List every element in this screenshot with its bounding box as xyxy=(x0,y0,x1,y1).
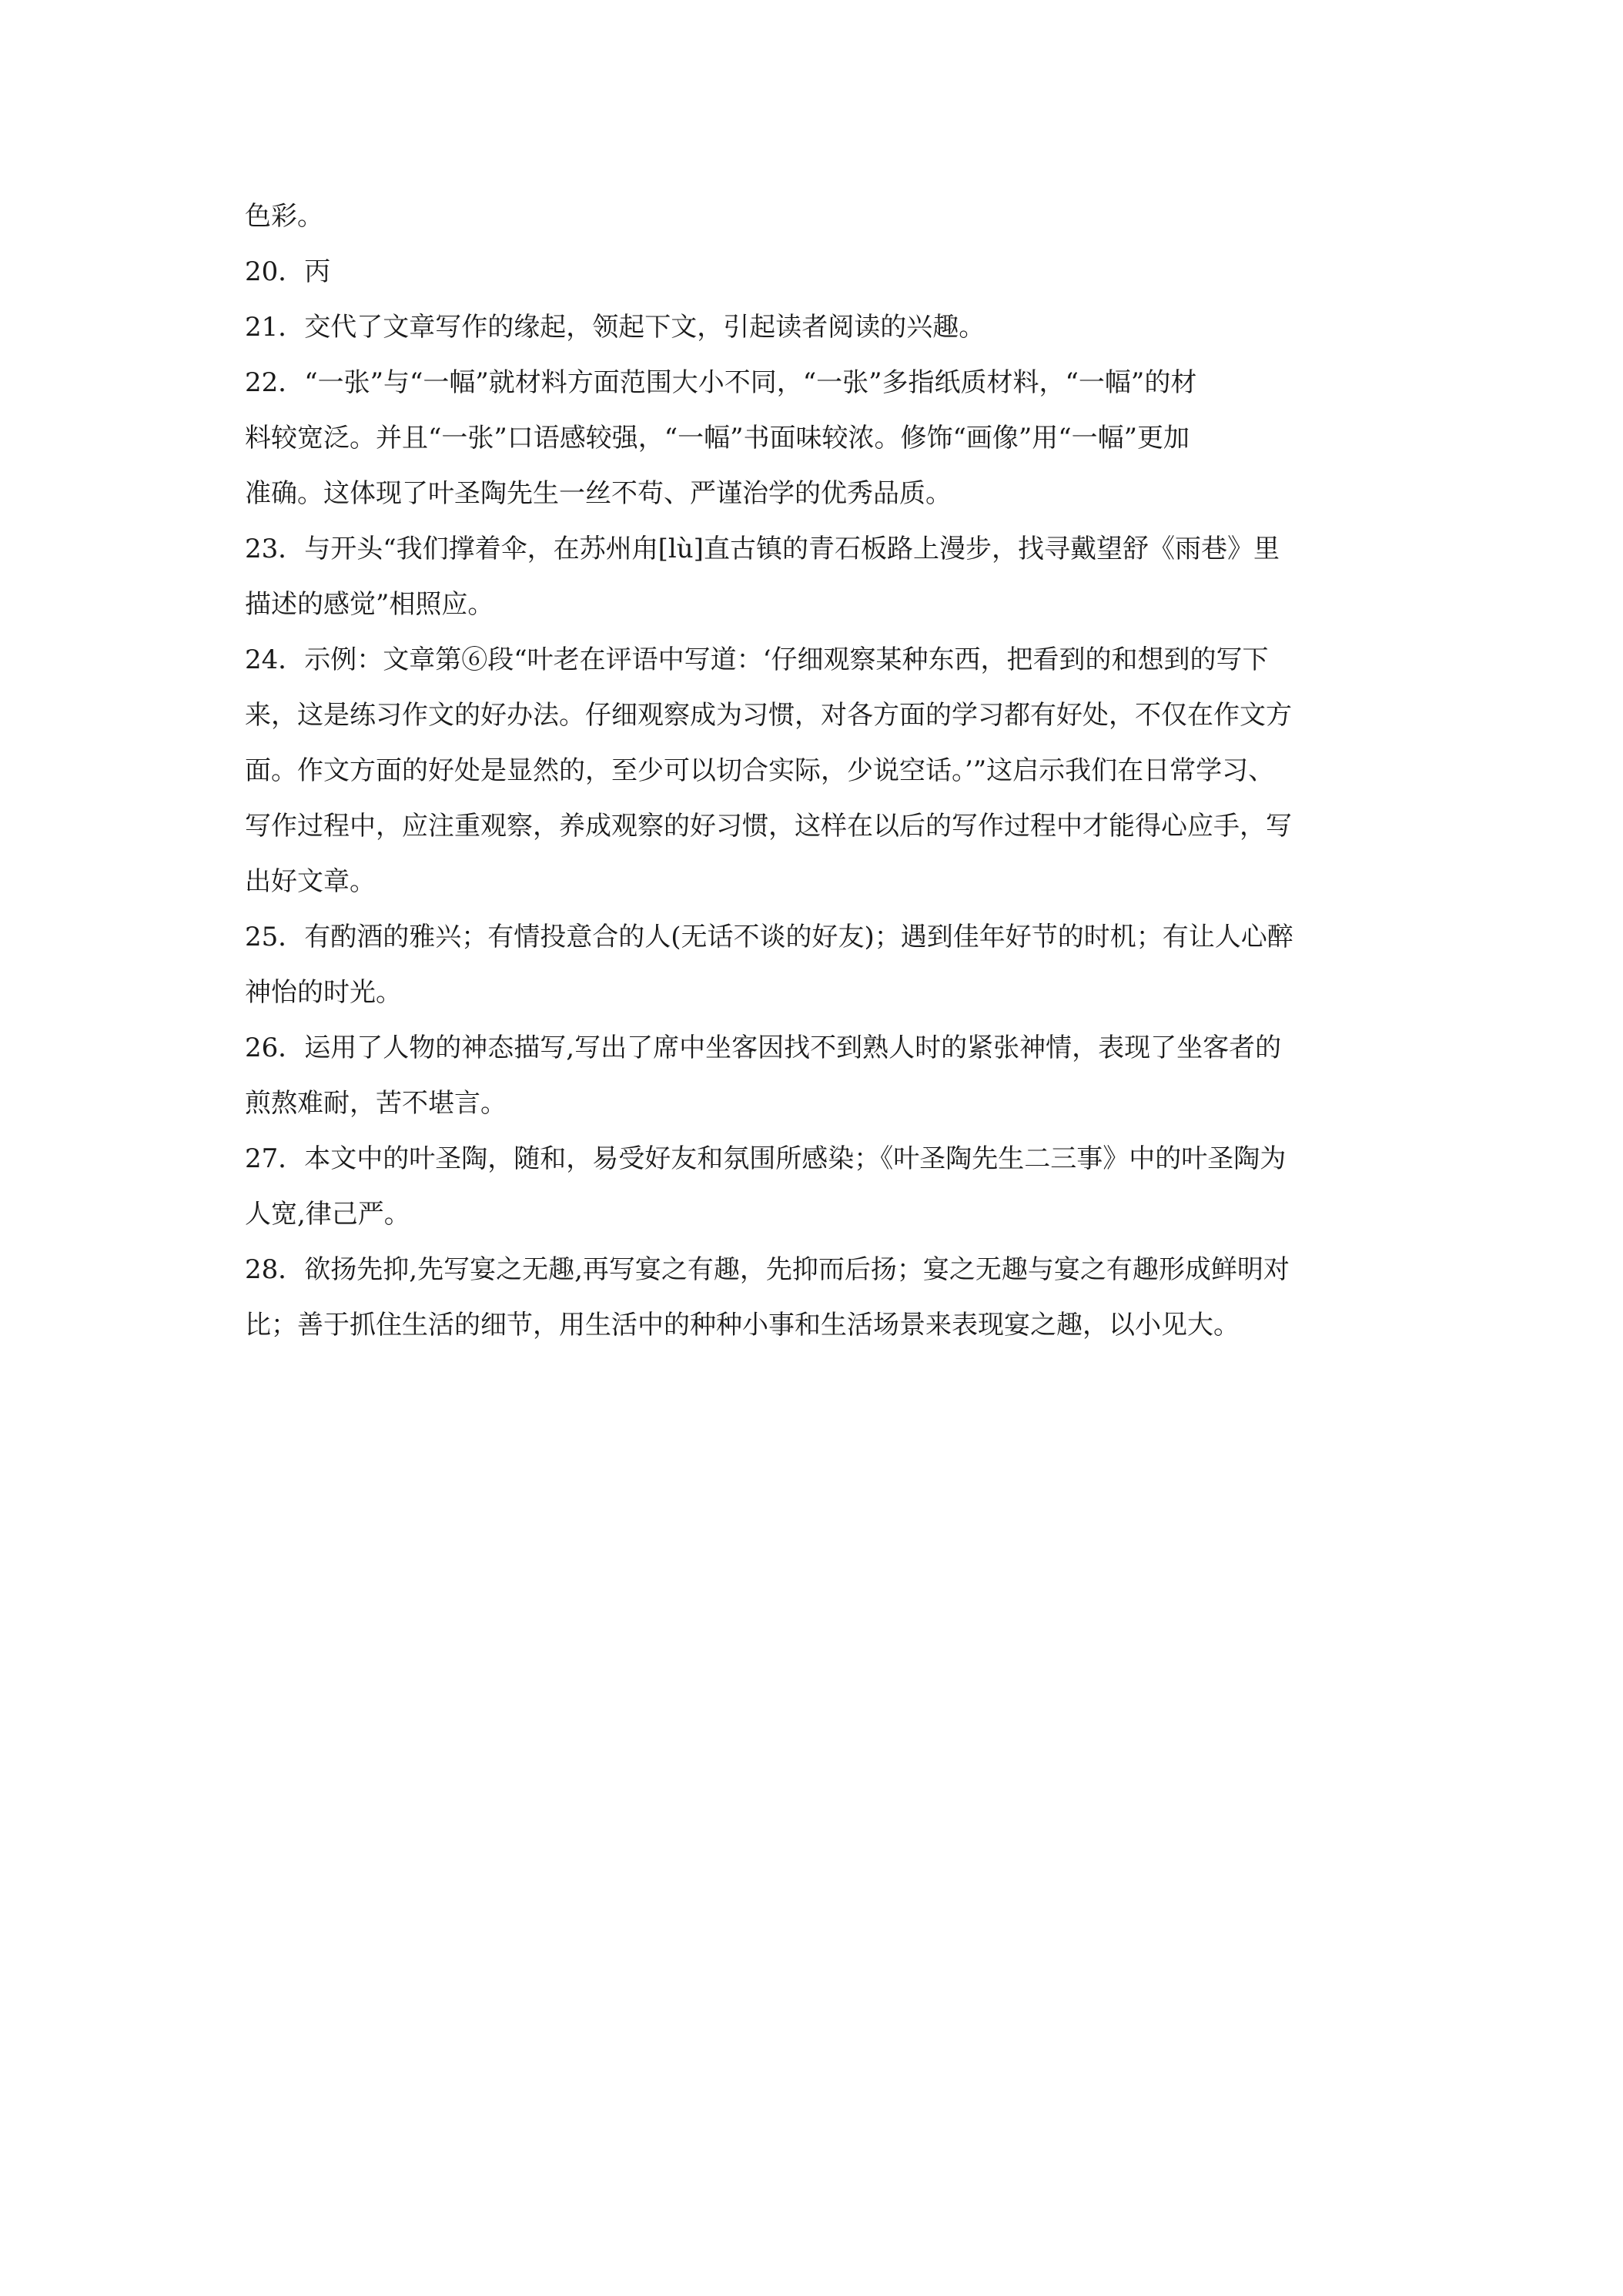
text-line: 色彩。 xyxy=(245,201,323,232)
answer-20: 20．丙 xyxy=(245,256,331,287)
text-line: 描述的感觉”相照应。 xyxy=(245,589,494,620)
text-line: 出好文章。 xyxy=(245,866,376,897)
text-line: 比；善于抓住生活的细节，用生活中的种种小事和生活场景来表现宴之趣，以小见大。 xyxy=(245,1310,1240,1340)
text-line: 煎熬难耐，苦不堪言。 xyxy=(245,1088,507,1119)
answer-24: 24．示例：文章第⑥段“叶老在评语中写道：‘仔细观察某种东西，把看到的和想到的写下 xyxy=(245,644,1269,675)
answer-26: 26．运用了人物的神态描写,写出了席中坐客因找不到熟人时的紧张神情，表现了坐客者的 xyxy=(245,1033,1282,1063)
text-line: 准确。这体现了叶圣陶先生一丝不苟、严谨治学的优秀品质。 xyxy=(245,478,952,509)
text-line: 神怡的时光。 xyxy=(245,977,402,1008)
answer-25: 25．有酌酒的雅兴；有情投意合的人(无话不谈的好友)；遇到佳年好节的时机；有让人心醉 xyxy=(245,922,1293,952)
answer-27: 27．本文中的叶圣陶，随和，易受好友和氛围所感染；《叶圣陶先生二三事》中的叶圣陶为 xyxy=(245,1143,1287,1174)
answer-23: 23．与开头“我们撑着伞，在苏州甪[lù]直古镇的青石板路上漫步，找寻戴望舒《雨巷》里 xyxy=(245,534,1280,564)
answer-22: 22．“一张”与“一幅”就材料方面范围大小不同，“一张”多指纸质材料，“一幅”的材 xyxy=(245,367,1197,398)
text-line: 面。作文方面的好处是显然的，至少可以切合实际，少说空话。’”这启示我们在日常学习、 xyxy=(245,755,1275,786)
text-line: 人宽,律己严。 xyxy=(245,1199,410,1230)
text-line: 来，这是练习作文的好办法。仔细观察成为习惯，对各方面的学习都有好处，不仅在作文方 xyxy=(245,700,1292,731)
text-line: 写作过程中，应注重观察，养成观察的好习惯，这样在以后的写作过程中才能得心应手，写 xyxy=(245,811,1292,842)
answer-text-block xyxy=(245,189,1384,1353)
text-line: 料较宽泛。并且“一张”口语感较强，“一幅”书面味较浓。修饰“画像”用“一幅”更加 xyxy=(245,423,1190,454)
answer-21: 21．交代了文章写作的缘起，领起下文，引起读者阅读的兴趣。 xyxy=(245,312,986,343)
answer-28: 28．欲扬先抑,先写宴之无趣,再写宴之有趣，先抑而后扬；宴之无趣与宴之有趣形成鲜明对 xyxy=(245,1254,1290,1285)
